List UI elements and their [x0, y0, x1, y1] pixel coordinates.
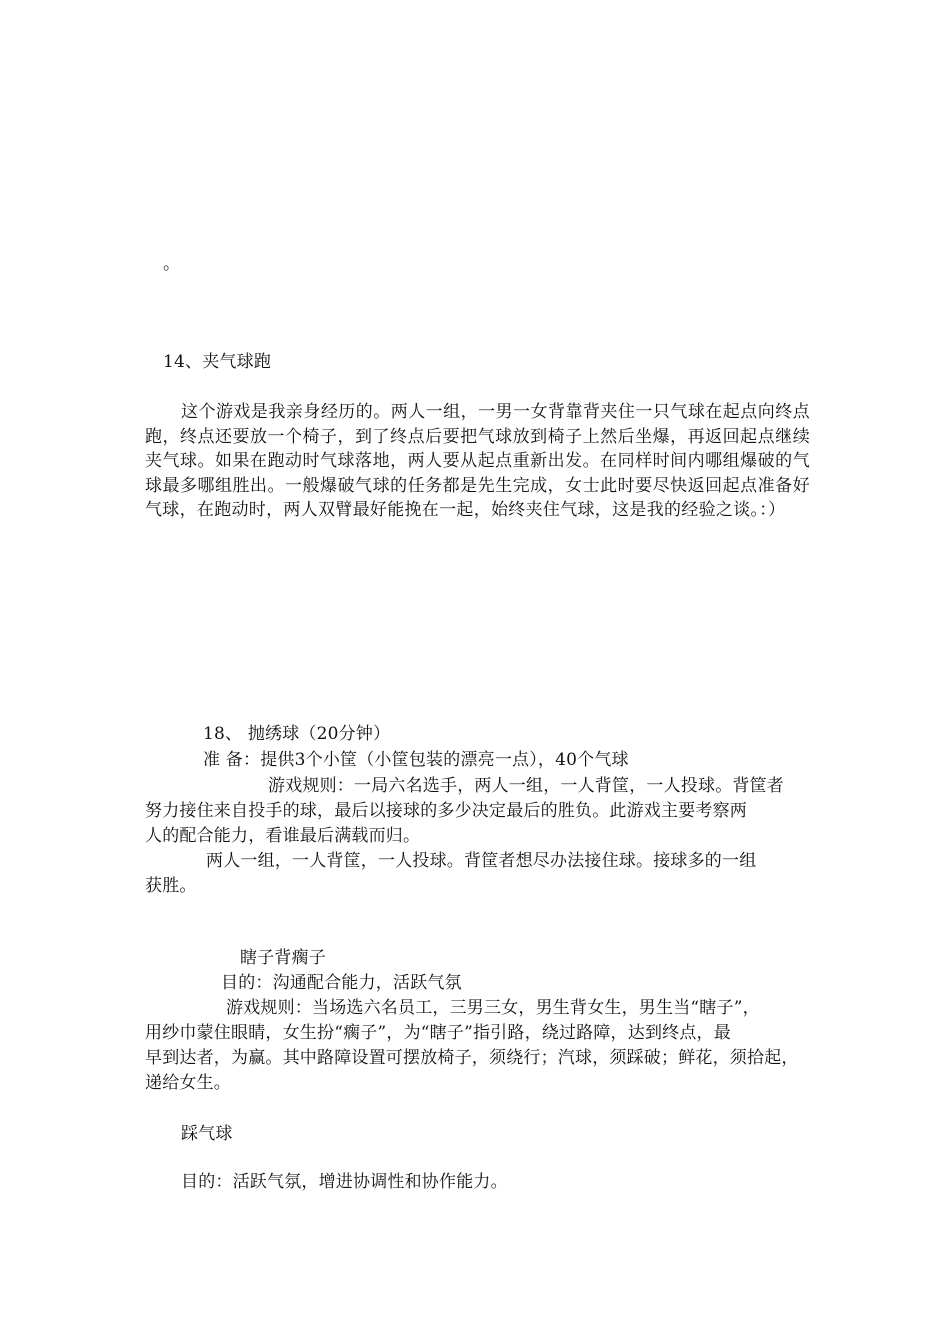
section-18-prep: 准 备：提供3个小筐（小筐包装的漂亮一点），40个气球 [203, 750, 629, 770]
section-18-title: 18、 抛绣球（20分钟） [203, 724, 391, 744]
section-14-title: 14、夹气球跑 [163, 352, 272, 372]
section-18-extra-line-2: 获胜。 [145, 876, 197, 896]
top-mark: 。 [163, 254, 181, 274]
section-stomp-title: 踩气球 [181, 1124, 233, 1144]
section-14-body: 这个游戏是我亲身经历的。两人一组，一男一女背靠背夹住一只气球在起点向终点跑，终点还要放一个椅子，到了终点后要把气球放到椅子上然后坐爆，再返回起点继续夹气球。如果在跑动时气球落地，两人要从起点重新出发。在同样时间内哪组爆破的气球最多哪组胜出。一般爆破气球的任务都是先生完成，女士此时要尽快返回起点准备好气球，在跑动时，两人双臂最好能挽在一起，始终夹住气球，这是我的经验之谈。：） [145, 402, 810, 520]
section-18-rules-line-1: 游戏规则：一局六名选手，两人一组，一人背筐，一人投球。背筐者 [268, 776, 784, 796]
section-blind-goal: 目的：沟通配合能力，活跃气氛 [221, 973, 462, 993]
section-18-rules-line-3: 人的配合能力，看谁最后满载而归。 [145, 826, 421, 846]
section-blind-rules-line-1: 游戏规则：当场选六名员工，三男三女，男生背女生，男生当“瞎子”， [226, 998, 760, 1018]
section-stomp-goal: 目的：活跃气氛，增进协调性和协作能力。 [181, 1172, 508, 1192]
section-18-extra-line-1: 两人一组，一人背筐，一人投球。背筐者想尽办法接住球。接球多的一组 [206, 851, 757, 871]
section-blind-rules-line-4: 递给女生。 [145, 1073, 231, 1093]
section-blind-rules-line-3: 早到达者，为赢。其中路障设置可摆放椅子，须绕行；汽球，须踩破；鲜花，须拾起， [145, 1048, 799, 1068]
section-blind-rules-line-2: 用纱巾蒙住眼睛，女生扮“瘸子”，为“瞎子”指引路，绕过路障，达到终点，最 [145, 1023, 731, 1043]
section-blind-title: 瞎子背瘸子 [240, 948, 326, 968]
section-18-rules-line-2: 努力接住来自投手的球，最后以接球的多少决定最后的胜负。此游戏主要考察两 [145, 801, 747, 821]
